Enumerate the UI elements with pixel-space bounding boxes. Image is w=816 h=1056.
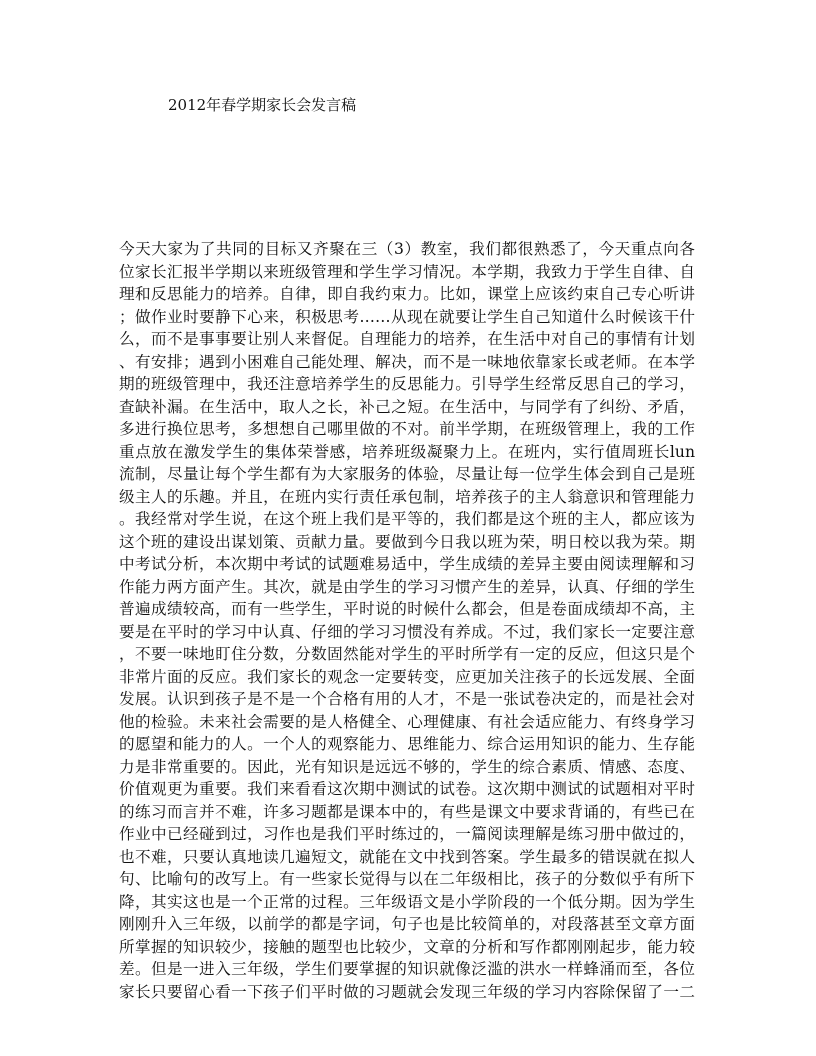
body-line: 查缺补漏。在生活中，取人之长，补己之短。在生活中，与同学有了纠纷、矛盾， bbox=[119, 397, 695, 416]
body-line: 普遍成绩较高，而有一些学生，平时说的时候什么都会，但是卷面成绩却不高，主 bbox=[119, 600, 695, 618]
body-line: ；做作业时要静下心来，积极思考……从现在就要让学生自己知道什么时候该干什 bbox=[119, 307, 695, 326]
body-line: 这个班的建设出谋划策、贡献力量。要做到今日我以班为荣，明日校以我为荣。期 bbox=[119, 532, 695, 551]
body-line: 、有安排；遇到小困难自己能处理、解决，而不是一味地依靠家长或老师。在本学 bbox=[119, 352, 695, 371]
body-line: ，不要一味地盯住分数，分数固然能对学生的平时所学有一定的反应，但这只是个 bbox=[119, 645, 695, 663]
body-line: 也不难，只要认真地读几遍短文，就能在文中找到答案。学生最多的错误就在拟人 bbox=[119, 847, 695, 866]
body-line: 他的检验。未来社会需要的是人格健全、心理健康、有社会适应能力、有终身学习 bbox=[119, 712, 695, 731]
body-line: 作业中已经碰到过，习作也是我们平时练过的，一篇阅读理解是练习册中做过的， bbox=[119, 825, 695, 843]
body-line: 多进行换位思考，多想想自己哪里做的不对。前半学期，在班级管理上，我的工作 bbox=[119, 420, 695, 438]
body-line: 降，其实这也是一个正常的过程。三年级语文是小学阶段的一个低分期。因为学生 bbox=[119, 892, 695, 911]
body-line: 差。但是一进入三年级，学生们要掌握的知识就像泛滥的洪水一样蜂涌而至，各位 bbox=[119, 960, 695, 978]
document-title: 2012年春学期家长会发言稿 bbox=[168, 96, 357, 114]
body-line: 位家长汇报半学期以来班级管理和学生学习情况。本学期，我致力于学生自律、自 bbox=[119, 262, 695, 281]
body-line: 刚刚升入三年级，以前学的都是字词，句子也是比较简单的，对段落甚至文章方面 bbox=[119, 915, 695, 933]
body-line: 家长只要留心看一下孩子们平时做的习题就会发现三年级的学习内容除保留了一二 bbox=[119, 982, 695, 1001]
body-line: 今天大家为了共同的目标又齐聚在三（3）教室，我们都很熟悉了，今天重点向各 bbox=[119, 240, 695, 258]
body-line: 级主人的乐趣。并且，在班内实行责任承包制，培养孩子的主人翁意识和管理能力 bbox=[119, 487, 695, 506]
body-line: 力是非常重要的。因此，光有知识是远远不够的，学生的综合素质、情感、态度、 bbox=[119, 757, 695, 776]
body-line: 作能力两方面产生。其次，就是由学生的学习习惯产生的差异，认真、仔细的学生 bbox=[119, 577, 695, 596]
body-line: 期的班级管理中，我还注意培养学生的反思能力。引导学生经常反思自己的学习， bbox=[119, 375, 695, 393]
body-line: 重点放在激发学生的集体荣誉感，培养班级凝聚力上。在班内，实行值周班长lun bbox=[119, 442, 695, 461]
body-line: 句、比喻句的改写上。有一些家长觉得与以在二年级相比，孩子的分数似乎有所下 bbox=[119, 870, 695, 888]
body-line: 发展。认识到孩子是不是一个合格有用的人才，不是一张试卷决定的，而是社会对 bbox=[119, 690, 695, 708]
body-line: 所掌握的知识较少，接触的题型也比较少，文章的分析和写作都刚刚起步，能力较 bbox=[119, 937, 695, 956]
body-line: 中考试分析，本次期中考试的试题难易适中，学生成绩的差异主要由阅读理解和习 bbox=[119, 555, 695, 573]
body-line: 价值观更为重要。我们来看看这次期中测试的试卷。这次期中测试的试题相对平时 bbox=[119, 780, 695, 798]
document-body bbox=[119, 238, 695, 1003]
body-line: 么，而不是事事要让别人来督促。自理能力的培养，在生活中对自己的事情有计划 bbox=[119, 330, 695, 348]
body-line: 流制，尽量让每个学生都有为大家服务的体验，尽量让每一位学生体会到自己是班 bbox=[119, 465, 695, 483]
body-line: 非常片面的反应。我们家长的观念一定要转变，应更加关注孩子的长远发展、全面 bbox=[119, 667, 695, 686]
body-line: 的愿望和能力的人。一个人的观察能力、思维能力、综合运用知识的能力、生存能 bbox=[119, 735, 695, 753]
body-line: 理和反思能力的培养。自律，即自我约束力。比如，课堂上应该约束自己专心听讲 bbox=[119, 285, 695, 303]
body-line: 要是在平时的学习中认真、仔细的学习习惯没有养成。不过，我们家长一定要注意 bbox=[119, 622, 695, 641]
body-line: 的练习而言并不难，许多习题都是课本中的，有些是课文中要求背诵的，有些已在 bbox=[119, 802, 695, 821]
body-line: 。我经常对学生说，在这个班上我们是平等的，我们都是这个班的主人，都应该为 bbox=[119, 510, 695, 528]
